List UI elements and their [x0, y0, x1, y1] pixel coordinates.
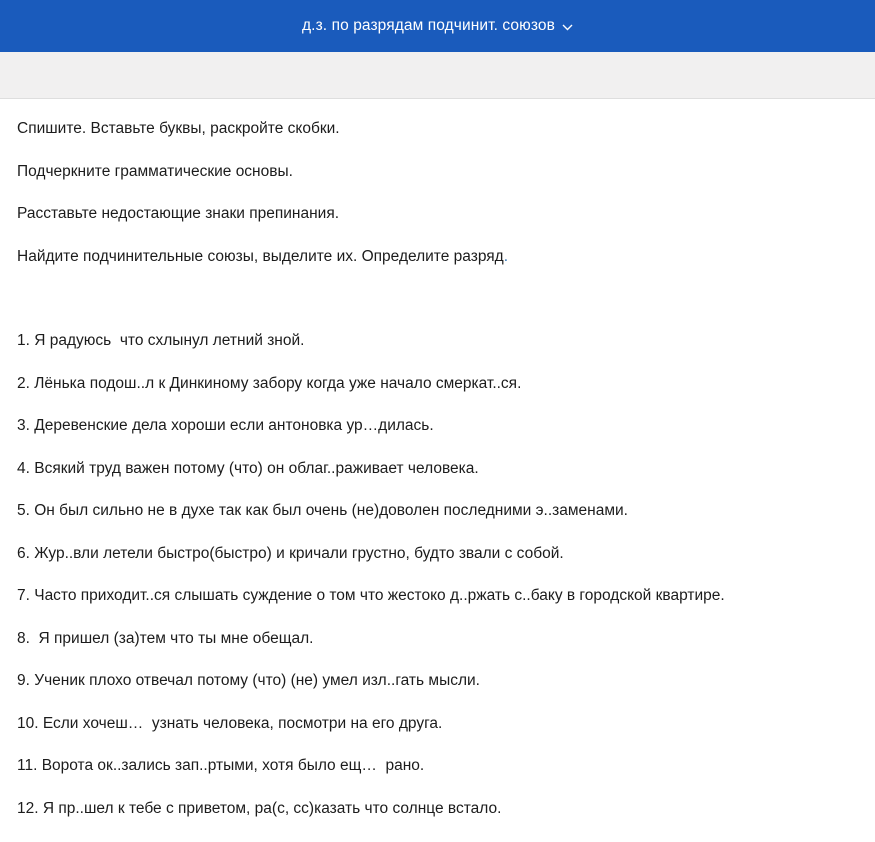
sentence-2: 2. Лёнька подош..л к Динкиному забору когда уже начало смеркат..ся.	[17, 374, 522, 392]
blank-paragraph	[17, 288, 858, 330]
instruction-period: .	[503, 247, 509, 265]
sentence-4: 4. Всякий труд важен потому (что) он облаг..раживает человека.	[17, 459, 479, 477]
sentence-8: 8. Я пришел (за)тем что ты мне обещал.	[17, 629, 314, 647]
sentence-3: 3. Деревенские дела хороши если антоновка ур…дилась.	[17, 417, 434, 434]
document-page	[0, 99, 875, 820]
sentence-10: 10. Если хочеш… узнать человека, посмотри на его друга.	[17, 714, 443, 732]
chevron-down-icon	[562, 24, 573, 31]
sentence-5: 5. Он был сильно не в духе так как был очень (не)доволен последними э..заменами.	[17, 502, 628, 519]
document-title: д.з. по разрядам подчинит. союзов	[302, 17, 555, 34]
instruction-line: Расставьте недостающие знаки препинания.	[17, 205, 340, 222]
document-title-dropdown[interactable]	[302, 17, 573, 35]
sentence-7: 7. Часто приходит..ся слышать суждение о том что жестоко д..ржать с..баку в городской квартире.	[17, 587, 725, 604]
app-header	[0, 0, 875, 52]
instruction-line: Подчеркните грамматические основы.	[17, 162, 293, 180]
sentence-1: 1. Я радуюсь что схлынул летний зной.	[17, 332, 305, 349]
sentence-9: 9. Ученик плохо отвечал потому (что) (не) умел изл..гать мысли.	[17, 672, 480, 689]
sentence-11: 11. Ворота ок..зались зап..ртыми, хотя было ещ… рано.	[17, 757, 425, 774]
instruction-line: Спишите. Вставьте буквы, раскройте скобки.	[17, 120, 340, 137]
sentence-6: 6. Жур..вли летели быстро(быстро) и кричали грустно, будто звали с собой.	[17, 544, 564, 562]
sentence-12: 12. Я пр..шел к тебе с приветом, ра(с, сс)казать что солнце встало.	[17, 799, 502, 817]
toolbar-band	[0, 52, 875, 99]
instruction-line	[17, 246, 858, 268]
instruction-text: Найдите подчинительные союзы, выделите их. Определите разряд	[17, 247, 504, 265]
